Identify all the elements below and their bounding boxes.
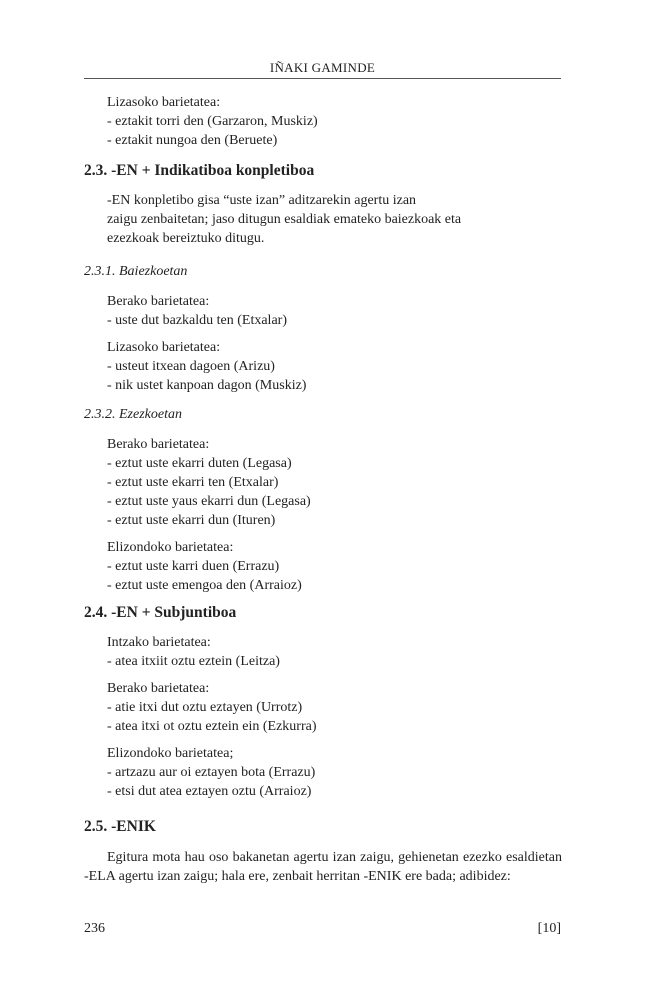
- page-number: 236: [84, 921, 105, 936]
- section-heading-2-4: 2.4. -EN + Subjuntiboa: [84, 604, 237, 621]
- example-line: - eztut uste ekarri ten (Etxalar): [107, 475, 279, 490]
- example-line: - eztut uste emengoa den (Arraioz): [107, 578, 302, 593]
- paragraph-line: zaigu zenbaitetan; jaso ditugun esaldiak emateko baiezkoak eta: [107, 212, 462, 227]
- example-line: - atea itxi ot oztu eztein ein (Ezkurra): [107, 719, 317, 734]
- example-line: - eztut uste ekarri duten (Legasa): [107, 456, 292, 471]
- example-line: - nik ustet kanpoan dagon (Muskiz): [107, 378, 307, 393]
- example-line: - uste dut bazkaldu ten (Etxalar): [107, 313, 287, 328]
- example-line: - atie itxi dut oztu eztayen (Urrotz): [107, 700, 303, 715]
- paragraph-2-5: Egitura mota hau oso bakanetan agertu izan zaigu, gehienetan ezezko esaldietan -ELA agertu izan zaigu; hala ere, zenbait herritan -ENIK ere bada; adibidez:: [84, 850, 562, 884]
- example-line: - etsi dut atea eztayen oztu (Arraioz): [107, 784, 312, 799]
- example-line: - eztakit torri den (Garzaron, Muskiz): [107, 114, 318, 129]
- subsection-heading-2-3-2: 2.3.2. Ezezkoetan: [84, 407, 182, 422]
- example-line: - eztut uste karri duen (Errazu): [107, 559, 280, 574]
- example-line: - eztut uste yaus ekarri dun (Legasa): [107, 494, 311, 509]
- section-heading-2-3: 2.3. -EN + Indikatiboa konpletiboa: [84, 162, 315, 179]
- example-line: - artzazu aur oi eztayen bota (Errazu): [107, 765, 316, 780]
- variety-label: Elizondoko barietatea:: [107, 540, 234, 555]
- variety-label: Berako barietatea:: [107, 681, 210, 696]
- example-line: - usteut itxean dagoen (Arizu): [107, 359, 275, 374]
- paragraph-line: ezezkoak bereiztuko ditugu.: [107, 231, 265, 246]
- example-line: - eztakit nungoa den (Beruete): [107, 133, 278, 148]
- section-heading-2-5: 2.5. -ENIK: [84, 818, 156, 835]
- paragraph-line: -EN konpletibo gisa “uste izan” aditzarekin agertu izan: [107, 193, 417, 208]
- variety-label: Berako barietatea:: [107, 294, 210, 309]
- variety-label: Elizondoko barietatea;: [107, 746, 234, 761]
- variety-label: Berako barietatea:: [107, 437, 210, 452]
- bracket-page-number: [10]: [537, 921, 561, 936]
- subsection-heading-2-3-1: 2.3.1. Baiezkoetan: [84, 264, 188, 279]
- running-header: IÑAKI GAMINDE: [269, 60, 376, 75]
- variety-label: Intzako barietatea:: [107, 635, 211, 650]
- header-rule: [84, 78, 561, 79]
- variety-label: Lizasoko barietatea:: [107, 340, 221, 355]
- example-line: - eztut uste ekarri dun (Ituren): [107, 513, 276, 528]
- example-line: - atea itxiit oztu eztein (Leitza): [107, 654, 280, 669]
- variety-label: Lizasoko barietatea:: [107, 95, 221, 110]
